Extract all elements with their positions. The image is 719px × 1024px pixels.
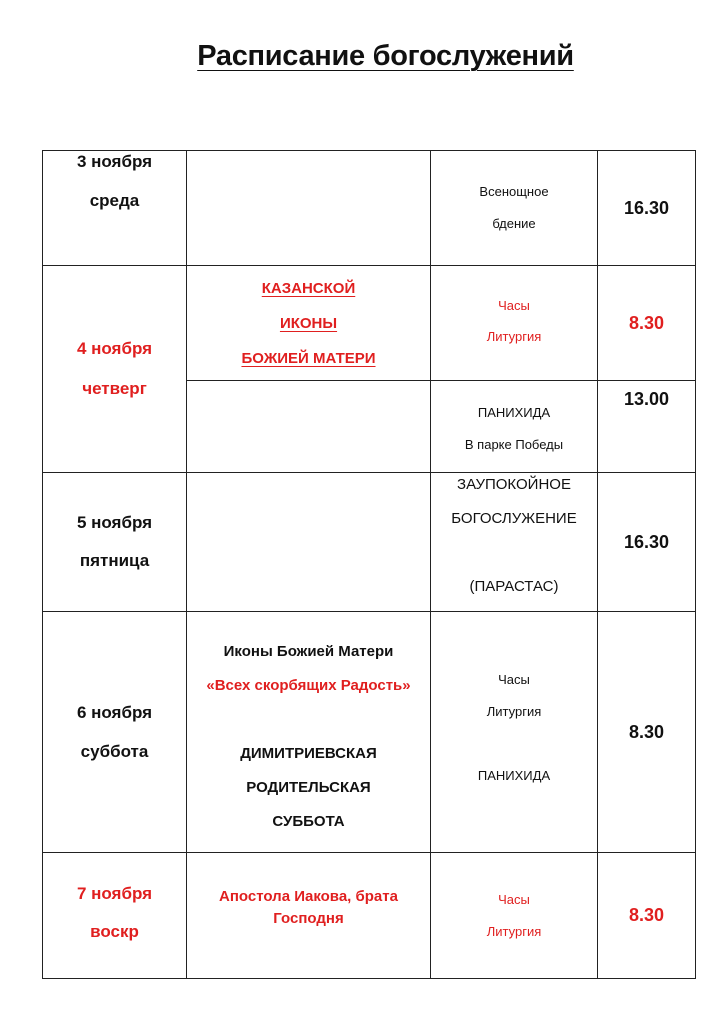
date-label: 3 ноября xyxy=(76,152,153,171)
service-label: Часы xyxy=(498,672,530,687)
service-label: ПАНИХИДА xyxy=(477,768,551,783)
feast-label: Апостола Иакова, брата xyxy=(219,888,398,905)
service-label: (ПАРАСТАС) xyxy=(469,578,559,595)
services-cell xyxy=(431,266,598,381)
service-label: БОГОСЛУЖЕНИЕ xyxy=(451,510,577,527)
service-label: бдение xyxy=(492,216,536,231)
time-cell: 8.30 xyxy=(598,266,696,381)
feast-label: РОДИТЕЛЬСКАЯ xyxy=(246,779,371,796)
feast-cell xyxy=(187,266,431,381)
date-cell xyxy=(43,266,187,473)
service-label: Литургия xyxy=(486,328,542,344)
weekday-label: четверг xyxy=(82,379,147,398)
time-cell: 16.30 xyxy=(598,151,696,266)
time-cell: 8.30 xyxy=(598,853,696,979)
date-cell xyxy=(43,853,187,979)
service-label: Литургия xyxy=(486,923,542,939)
services-cell xyxy=(431,151,598,266)
weekday-label: суббота xyxy=(80,742,149,761)
feast-label: ИКОНЫ xyxy=(279,314,338,332)
time-cell: 13.00 xyxy=(598,381,696,473)
service-label: Литургия xyxy=(486,704,542,719)
schedule-table xyxy=(42,150,696,979)
services-cell xyxy=(431,473,598,612)
date-cell xyxy=(43,612,187,853)
services-cell xyxy=(431,853,598,979)
weekday-label: воскр xyxy=(90,922,139,941)
services-cell xyxy=(431,612,598,853)
feast-cell xyxy=(187,381,431,473)
table-row xyxy=(43,266,696,381)
feast-cell xyxy=(187,151,431,266)
weekday-label: среда xyxy=(89,191,140,210)
service-label: ПАНИХИДА xyxy=(477,404,551,420)
feast-label: БОЖИЕЙ МАТЕРИ xyxy=(241,349,376,367)
feast-label: ДИМИТРИЕВСКАЯ xyxy=(240,745,377,762)
feast-cell xyxy=(187,853,431,979)
page-title: Расписание богослужений xyxy=(197,40,574,72)
date-cell xyxy=(43,151,187,266)
date-label: 6 ноября xyxy=(76,703,153,722)
table-row xyxy=(43,853,696,979)
feast-label: Господня xyxy=(273,910,344,927)
service-label: Часы xyxy=(498,891,530,907)
service-label: Всенощное xyxy=(479,184,549,199)
service-label: В парке Победы xyxy=(464,436,564,452)
feast-label: «Всех скорбящих Радость» xyxy=(206,677,411,694)
table-row xyxy=(43,612,696,853)
service-label: ЗАУПОКОЙНОЕ xyxy=(457,476,571,493)
feast-label: КАЗАНСКОЙ xyxy=(261,279,356,297)
service-label: Часы xyxy=(498,297,530,313)
date-label: 4 ноября xyxy=(76,339,153,358)
table-row xyxy=(43,473,696,612)
time-cell: 16.30 xyxy=(598,473,696,612)
weekday-label: пятница xyxy=(79,551,150,570)
date-label: 5 ноября xyxy=(76,513,153,532)
services-cell xyxy=(431,381,598,473)
date-label: 7 ноября xyxy=(76,884,153,903)
feast-label: Иконы Божией Матери xyxy=(223,643,394,660)
feast-label: СУББОТА xyxy=(272,813,345,830)
feast-cell xyxy=(187,612,431,853)
date-cell xyxy=(43,473,187,612)
feast-cell xyxy=(187,473,431,612)
table-row xyxy=(43,151,696,266)
time-cell: 8.30 xyxy=(598,612,696,853)
